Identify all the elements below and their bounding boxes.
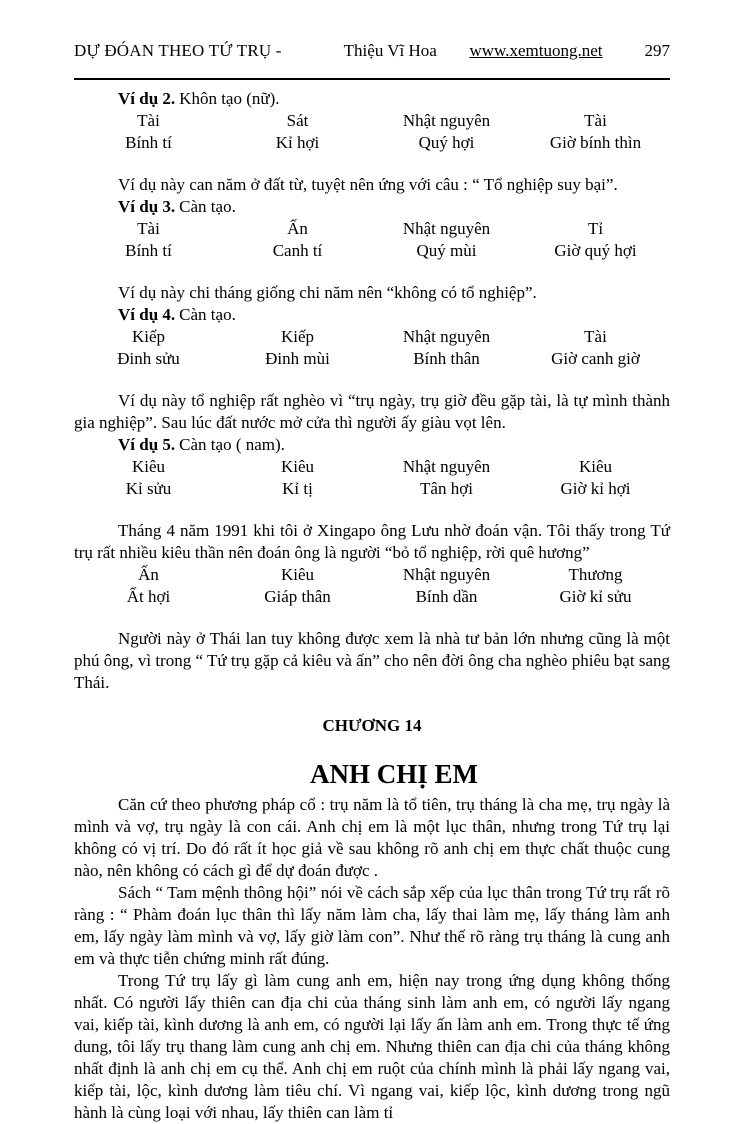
- chapter-paragraph-1: Căn cứ theo phương pháp cổ : trụ năm là tổ tiên, trụ tháng là cha mẹ, trụ ngày là mình và vợ, trụ ngày là con cái. Anh chị em là một lục thân, nhưng trong Tứ trụ lại không có vị trí. Do đó rất ít học giả về sau không rõ anh chị em thực chất thuộc cung nào, nên không có cách gì để dự đoán được .: [74, 795, 670, 880]
- example-5-second-comment: Người này ở Thái lan tuy không được xem là nhà tư bản lớn nhưng cũng là một phú ông, vì trong “ Tứ trụ gặp cả kiêu và ấn” cho nên đời ông cha nghèo phiêu bạt sang Thái.: [74, 629, 670, 692]
- pillar-cell: Giờ kỉ sửu: [559, 587, 632, 606]
- author-name: Thiệu Vĩ Hoa: [343, 41, 437, 60]
- god-cell: Tài: [137, 219, 160, 238]
- god-cell: Nhật nguyên: [402, 111, 491, 130]
- example-3-label: Ví dụ 3.: [118, 197, 176, 216]
- god-cell: Sát: [286, 111, 309, 130]
- god-cell: Kiếp: [131, 327, 166, 346]
- god-cell: Tài: [584, 327, 607, 346]
- example-2-comment: Ví dụ này can năm ở đất từ, tuyệt nên ứng với câu : “ Tổ nghiệp suy bại”.: [118, 175, 618, 194]
- example-4-pillar-chart: [74, 326, 670, 370]
- pillar-cell: Đinh sửu: [117, 349, 180, 368]
- god-cell: Tỉ: [587, 219, 604, 238]
- pillars-row: [74, 132, 670, 154]
- page-number: 297: [644, 41, 670, 60]
- pillar-cell: Bính tí: [125, 133, 172, 152]
- chapter-paragraph-3: Trong Tứ trụ lấy gì làm cung anh em, hiện nay trong ứng dụng không thống nhất. Có người lấy thiên can địa chi của tháng sinh làm anh em, có người lấy ngang vai, kiếp tài, kình dương là anh em, có người lại lấy ấn làm anh em. Trong thực tế ứng dung, tôi lấy trụ thang làm cung anh chị em. Nhưng thiên can địa chi của tháng không nhất định là anh chị em cụ thể. Anh chị em ruột của chính mình là phải lấy ngang vai, kiếp tài, lộc, kình dương làm tiêu chí. Vì ngang vai, kiếp lộc, kình dương trong ngũ hành là cùng loại với nhau, lấy thiên can làm tỉ: [74, 971, 670, 1122]
- gods-row: [74, 564, 670, 586]
- pillar-cell: Kỉ sửu: [125, 479, 172, 498]
- pillar-cell: Kỉ hợi: [275, 133, 320, 152]
- pillar-cell: Bính dần: [415, 587, 478, 606]
- pillar-cell: Kỉ tị: [282, 479, 313, 498]
- example-4-desc: Càn tạo.: [179, 305, 236, 324]
- god-cell: Kiếp: [280, 327, 315, 346]
- god-cell: Ấn: [287, 219, 308, 238]
- page-header: [74, 40, 670, 62]
- example-3-comment: Ví dụ này chi tháng giống chi năm nên “không có tổ nghiệp”.: [118, 283, 537, 302]
- chapter-paragraph-2: Sách “ Tam mệnh thông hội” nói về cách sắp xếp của lục thân trong Tứ trụ rất rõ ràng : “ Phàm đoán lục thân thì lấy năm làm cha, lấy thai làm mẹ, lấy tháng làm anh em, lấy ngày làm mình và vợ, lấy giờ làm con”. Như thế rõ ràng trụ tháng là cung anh em và thực tiễn chứng minh rất đúng.: [74, 883, 670, 968]
- example-5-second-pillar-chart: [74, 564, 670, 608]
- chapter-title: ANH CHỊ EM: [310, 759, 478, 789]
- pillar-cell: Giờ quý hợi: [554, 241, 637, 260]
- god-cell: Kiêu: [578, 457, 613, 476]
- example-3-pillar-chart: [74, 218, 670, 262]
- pillar-cell: Ất hợi: [126, 587, 171, 606]
- pillar-cell: Bính tí: [125, 241, 172, 260]
- gods-row: [74, 110, 670, 132]
- header-divider: [74, 78, 670, 80]
- pillar-cell: Bính thân: [413, 349, 480, 368]
- example-3-heading: [74, 196, 670, 218]
- god-cell: Nhật nguyên: [402, 219, 491, 238]
- example-2-heading: [74, 88, 670, 110]
- example-5-desc: Càn tạo ( nam).: [179, 435, 285, 454]
- god-cell: Nhật nguyên: [402, 565, 491, 584]
- pillars-row: [74, 586, 670, 608]
- god-cell: Tài: [584, 111, 607, 130]
- pillar-cell: Tân hợi: [420, 479, 473, 498]
- book-title: DỰ ĐÓAN THEO TỨ TRỤ -: [74, 41, 282, 60]
- god-cell: Nhật nguyên: [402, 327, 491, 346]
- example-2-label: Ví dụ 2.: [118, 89, 176, 108]
- god-cell: Tài: [137, 111, 160, 130]
- example-4-label: Ví dụ 4.: [118, 305, 176, 324]
- website-link[interactable]: www.xemtuong.net: [469, 41, 603, 60]
- god-cell: Ấn: [138, 565, 159, 584]
- pillars-row: [74, 478, 670, 500]
- gods-row: [74, 326, 670, 348]
- example-4-comment: Ví dụ này tổ nghiệp rất nghèo vì “trụ ngày, trụ giờ đều gặp tài, là tự mình thành gia nghiệp”. Sau lúc đất nước mở cửa thì người ấy giàu vọt lên.: [74, 391, 670, 432]
- example-2-pillar-chart: [74, 110, 670, 154]
- god-cell: Nhật nguyên: [402, 457, 491, 476]
- pillar-cell: Giờ canh giờ: [551, 349, 640, 368]
- example-5-label: Ví dụ 5.: [118, 435, 176, 454]
- example-4-heading: [74, 304, 670, 326]
- pillars-row: [74, 240, 670, 262]
- god-cell: Kiêu: [131, 457, 166, 476]
- pillar-cell: Giờ bính thìn: [549, 133, 642, 152]
- example-5-pillar-chart: [74, 456, 670, 500]
- pillar-cell: Giáp thân: [264, 587, 331, 606]
- gods-row: [74, 218, 670, 240]
- god-cell: Kiêu: [280, 457, 315, 476]
- pillar-cell: Quý mùi: [416, 241, 477, 260]
- gods-row: [74, 456, 670, 478]
- pillar-cell: Canh tí: [272, 241, 323, 260]
- pillar-cell: Quý hợi: [418, 133, 475, 152]
- pillar-cell: Đinh mùi: [265, 349, 330, 368]
- god-cell: Thương: [568, 565, 623, 584]
- pillars-row: [74, 348, 670, 370]
- god-cell: Kiêu: [280, 565, 315, 584]
- example-2-desc: Khôn tạo (nữ).: [179, 89, 280, 108]
- example-5-heading: [74, 434, 670, 456]
- pillar-cell: Giờ kỉ hợi: [560, 479, 631, 498]
- example-3-desc: Càn tạo.: [179, 197, 236, 216]
- example-5-comment: Tháng 4 năm 1991 khi tôi ở Xingapo ông Lưu nhờ đoán vận. Tôi thấy trong Tứ trụ rất nhiều kiêu thần nên đoán ông là người “bỏ tổ nghiệp, rời quê hương”: [74, 521, 670, 562]
- chapter-number: CHƯƠNG 14: [322, 716, 422, 735]
